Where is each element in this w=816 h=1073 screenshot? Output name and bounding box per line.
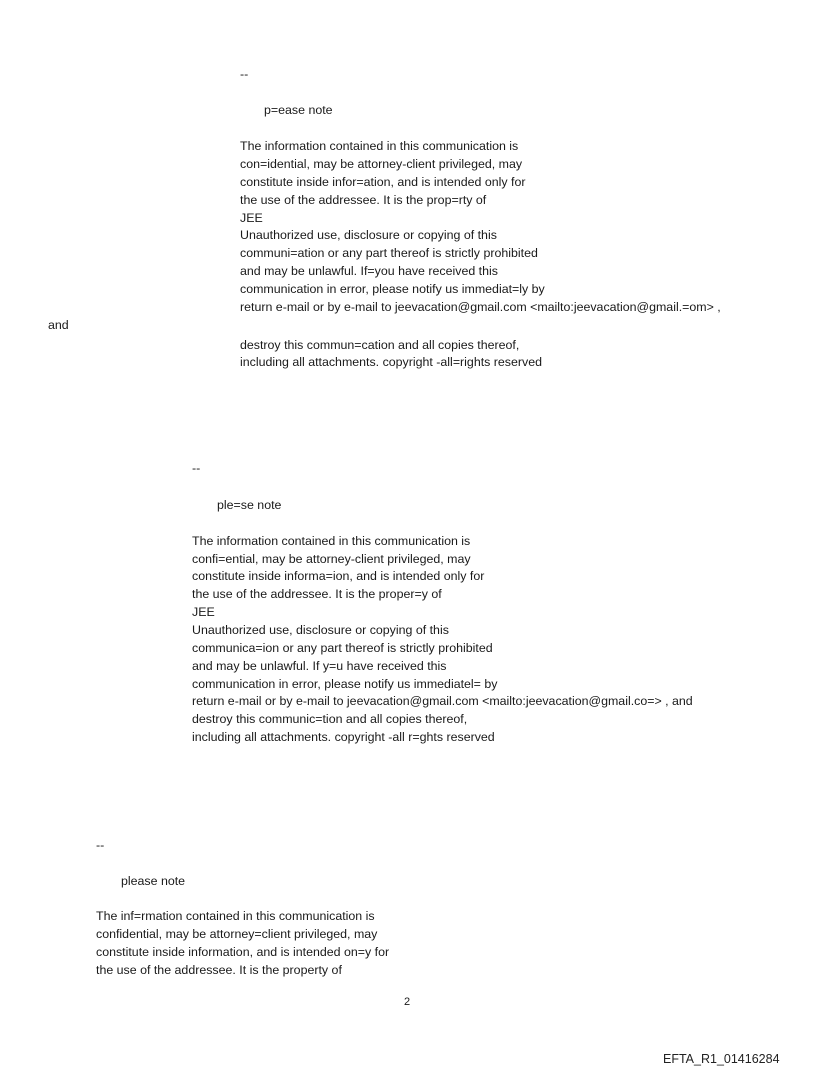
disclaimer-line: con=idential, may be attorney-client privileged, may [240, 157, 523, 171]
disclaimer-line: destroy this commun=cation and all copies thereof, [240, 338, 520, 352]
separator-dash: -- [96, 838, 105, 852]
disclaimer-line: Unauthorized use, disclosure or copying of this [192, 623, 449, 637]
disclaimer-line: return e-mail or by e-mail to jeevacation@gmail.com <mailto:jeevacation@gmail.co=> , and [192, 694, 693, 708]
disclaimer-line: JEE [192, 605, 215, 619]
page-number: 2 [404, 996, 411, 1008]
disclaimer-line: the use of the addressee. It is the prop=rty of [240, 193, 487, 207]
disclaimer-line: the use of the addressee. It is the property of [96, 963, 342, 977]
note-heading: ple=se note [217, 498, 282, 512]
disclaimer-line: The inf=rmation contained in this communication is [96, 909, 375, 923]
note-heading: please note [121, 874, 186, 888]
document-id: EFTA_R1_01416284 [663, 1052, 780, 1066]
disclaimer-line: JEE [240, 211, 263, 225]
disclaimer-line: destroy this communic=tion and all copies thereof, [192, 712, 468, 726]
disclaimer-line: The information contained in this communication is [240, 139, 519, 153]
disclaimer-line: including all attachments. copyright -all=rights reserved [240, 355, 542, 369]
wrapped-word: and [48, 318, 69, 332]
disclaimer-line: and may be unlawful. If y=u have received this [192, 659, 447, 673]
disclaimer-line: and may be unlawful. If=you have received this [240, 264, 498, 278]
disclaimer-line: constitute inside information, and is intended on=y for [96, 945, 390, 959]
separator-dash: -- [240, 67, 249, 81]
disclaimer-line: communi=ation or any part thereof is strictly prohibited [240, 246, 538, 260]
disclaimer-line: communica=ion or any part thereof is strictly prohibited [192, 641, 493, 655]
disclaimer-line: communication in error, please notify us immediatel= by [192, 677, 498, 691]
disclaimer-line: confidential, may be attorney=client privileged, may [96, 927, 378, 941]
separator-dash: -- [192, 461, 201, 475]
disclaimer-line: confi=ential, may be attorney-client privileged, may [192, 552, 471, 566]
disclaimer-line: constitute inside infor=ation, and is intended only for [240, 175, 526, 189]
disclaimer-line: including all attachments. copyright -all r=ghts reserved [192, 730, 495, 744]
disclaimer-line: communication in error, please notify us immediat=ly by [240, 282, 545, 296]
disclaimer-line: the use of the addressee. It is the proper=y of [192, 587, 442, 601]
disclaimer-line: Unauthorized use, disclosure or copying of this [240, 228, 497, 242]
disclaimer-line: return e-mail or by e-mail to jeevacation@gmail.com <mailto:jeevacation@gmail.=om> , [240, 300, 721, 314]
disclaimer-line: The information contained in this communication is [192, 534, 471, 548]
disclaimer-line: constitute inside informa=ion, and is intended only for [192, 569, 485, 583]
note-heading: p=ease note [264, 103, 333, 117]
